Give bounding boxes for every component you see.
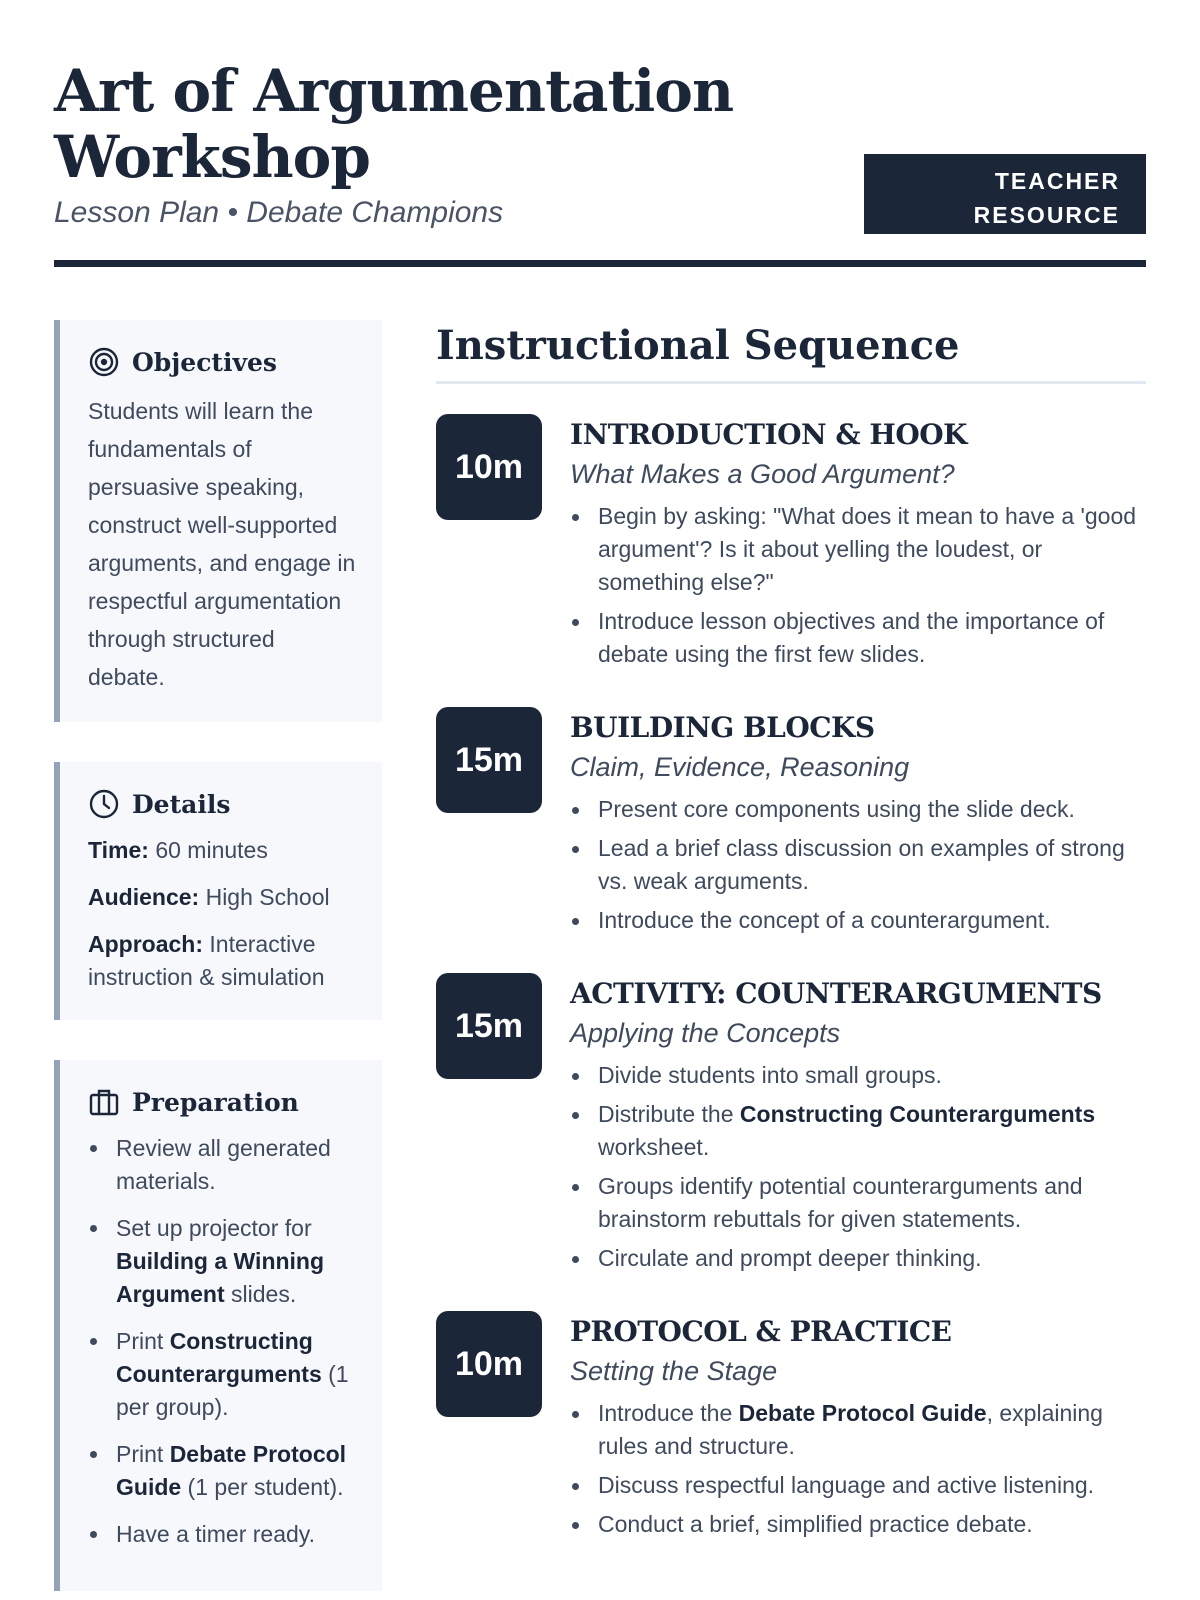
duration-badge: 10m <box>436 1311 542 1417</box>
header-divider <box>54 260 1146 267</box>
list-item: Lead a brief class discussion on examples of strong vs. weak arguments. <box>570 832 1146 898</box>
preparation-list <box>88 1132 356 1551</box>
step-bullets <box>570 1397 1146 1541</box>
step-title: BUILDING BLOCKS <box>570 711 875 744</box>
list-item: Circulate and prompt deeper thinking. <box>570 1242 1146 1275</box>
briefcase-icon <box>88 1086 120 1118</box>
step-bullets <box>570 500 1146 671</box>
list-item: Have a timer ready. <box>88 1518 356 1551</box>
duration-badge: 10m <box>436 414 542 520</box>
list-item: Discuss respectful language and active listening. <box>570 1469 1146 1502</box>
preparation-header <box>88 1086 356 1118</box>
clock-icon <box>88 788 120 820</box>
duration-badge: 15m <box>436 973 542 1079</box>
step-introduction <box>436 414 1146 677</box>
step-subtitle: Claim, Evidence, Reasoning <box>570 752 910 782</box>
step-counterarguments <box>436 973 1146 1281</box>
list-item: Divide students into small groups. <box>570 1059 1146 1092</box>
title-line-1: Art of Argumentation <box>54 57 734 125</box>
details-header <box>88 788 356 820</box>
teacher-resource-badge <box>864 154 1146 234</box>
step-subtitle: Applying the Concepts <box>570 1018 841 1048</box>
sequence-title: Instructional Sequence <box>436 322 1146 384</box>
objectives-title: Objectives <box>132 347 277 377</box>
list-item: Introduce the Debate Protocol Guide, explaining rules and structure. <box>570 1397 1146 1463</box>
detail-time: Time: 60 minutes <box>88 837 268 863</box>
objectives-card <box>54 320 382 722</box>
sidebar <box>54 320 382 1600</box>
step-subtitle: What Makes a Good Argument? <box>570 459 955 489</box>
list-item: Introduce the concept of a counterargument. <box>570 904 1146 937</box>
list-item: Print Debate Protocol Guide (1 per student). <box>88 1438 356 1504</box>
list-item: Set up projector for Building a Winning Argument slides. <box>88 1212 356 1311</box>
badge-line-1: TEACHER <box>994 168 1120 194</box>
objectives-text: Students will learn the fundamentals of persuasive speaking, construct well-supported arguments, and engage in respectful argumentation through structured debate. <box>88 398 356 690</box>
duration-badge: 15m <box>436 707 542 813</box>
list-item: Distribute the Constructing Counterarguments worksheet. <box>570 1098 1146 1164</box>
step-building-blocks <box>436 707 1146 943</box>
list-item: Groups identify potential counterarguments and brainstorm rebuttals for given statements. <box>570 1170 1146 1236</box>
page-subtitle: Lesson Plan • Debate Champions <box>54 196 504 229</box>
instructional-sequence <box>436 322 1146 1547</box>
list-item: Review all generated materials. <box>88 1132 356 1198</box>
step-bullets <box>570 1059 1146 1275</box>
preparation-title: Preparation <box>132 1087 299 1117</box>
target-icon <box>88 346 120 378</box>
step-protocol <box>436 1311 1146 1547</box>
detail-audience: Audience: High School <box>88 884 330 910</box>
page-header <box>54 58 1146 268</box>
step-title: INTRODUCTION & HOOK <box>570 418 967 451</box>
details-card <box>54 762 382 1020</box>
detail-approach: Approach: Interactive instruction & simulation <box>88 931 325 990</box>
step-bullets <box>570 793 1146 937</box>
step-subtitle: Setting the Stage <box>570 1356 778 1386</box>
list-item: Present core components using the slide deck. <box>570 793 1146 826</box>
list-item: Print Constructing Counterarguments (1 per group). <box>88 1325 356 1424</box>
list-item: Introduce lesson objectives and the importance of debate using the first few slides. <box>570 605 1146 671</box>
title-line-2: Workshop <box>54 123 370 191</box>
objectives-header <box>88 346 356 378</box>
step-title: PROTOCOL & PRACTICE <box>570 1315 952 1348</box>
details-title: Details <box>132 789 231 819</box>
list-item: Begin by asking: "What does it mean to have a 'good argument'? Is it about yelling the loudest, or something else?" <box>570 500 1146 599</box>
list-item: Conduct a brief, simplified practice debate. <box>570 1508 1146 1541</box>
badge-line-2: RESOURCE <box>973 202 1120 228</box>
step-title: ACTIVITY: COUNTERARGUMENTS <box>570 977 1102 1010</box>
preparation-card <box>54 1060 382 1591</box>
